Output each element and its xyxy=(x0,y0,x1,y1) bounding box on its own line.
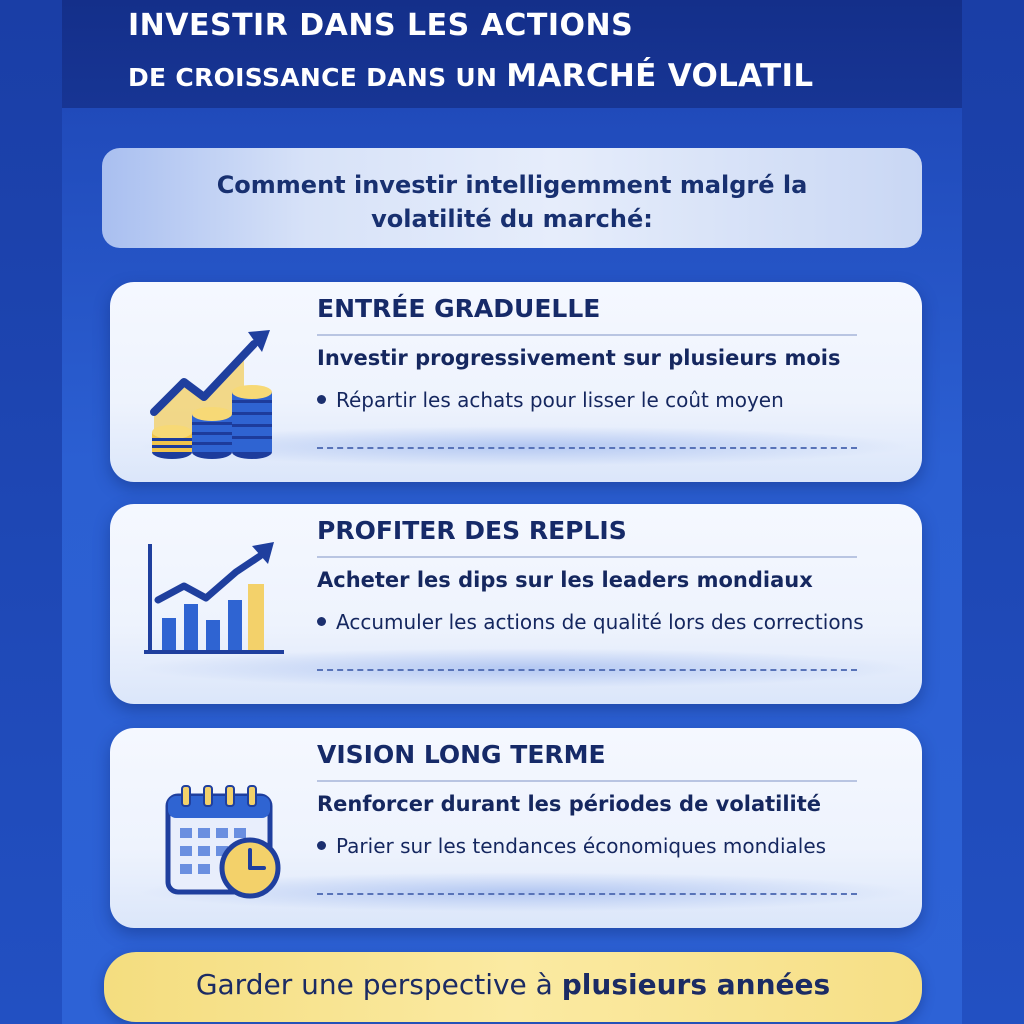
bar-chart-icon xyxy=(144,524,294,684)
bullet-dot xyxy=(317,617,326,626)
header xyxy=(62,0,962,108)
card-buy-dips xyxy=(110,504,922,704)
title-line-2-part-2: MARCHÉ VOLATIL xyxy=(506,58,814,94)
footer-text-part-2: plusieurs années xyxy=(561,968,831,1001)
subtitle-line-1: Comment investir intelligemment malgré la xyxy=(216,171,808,199)
bullet-dot xyxy=(317,841,326,850)
card-title: VISION LONG TERME xyxy=(317,740,606,769)
dashed-divider xyxy=(317,893,857,895)
title-line-1: INVESTIR DANS LES ACTIONS xyxy=(128,8,634,43)
card-gradual-entry xyxy=(110,282,922,482)
divider xyxy=(317,780,857,782)
card-text-primary: Acheter les dips sur les leaders mondiaux xyxy=(317,568,813,592)
card-bullet-text: Accumuler les actions de qualité lors des corrections xyxy=(336,610,864,634)
title-line-2 xyxy=(128,58,813,94)
subtitle-line-2: volatilité du marché: xyxy=(371,205,653,233)
card-bullet xyxy=(317,834,826,858)
card-title: ENTRÉE GRADUELLE xyxy=(317,294,601,323)
dashed-divider xyxy=(317,669,857,671)
right-border xyxy=(962,0,1024,1024)
footer-text-part-1: Garder une perspective à xyxy=(195,968,562,1001)
subtitle-box xyxy=(102,148,922,248)
bullet-dot xyxy=(317,395,326,404)
calendar-clock-icon xyxy=(144,748,294,908)
card-text-primary: Renforcer durant les périodes de volatilité xyxy=(317,792,822,816)
title-line-2-part-1: DE CROISSANCE DANS UN xyxy=(128,63,507,92)
card-text-primary: Investir progressivement sur plusieurs mois xyxy=(317,346,841,370)
card-bullet xyxy=(317,388,784,412)
divider xyxy=(317,556,857,558)
card-title: PROFITER DES REPLIS xyxy=(317,516,627,545)
card-bullet-text: Parier sur les tendances économiques mondiales xyxy=(336,834,827,858)
coins-growth-icon xyxy=(144,302,294,462)
footer-banner xyxy=(104,952,922,1022)
dashed-divider xyxy=(317,447,857,449)
divider xyxy=(317,334,857,336)
card-bullet xyxy=(317,610,864,634)
card-long-term xyxy=(110,728,922,928)
card-bullet-text: Répartir les achats pour lisser le coût moyen xyxy=(336,388,784,412)
left-border xyxy=(0,0,62,1024)
